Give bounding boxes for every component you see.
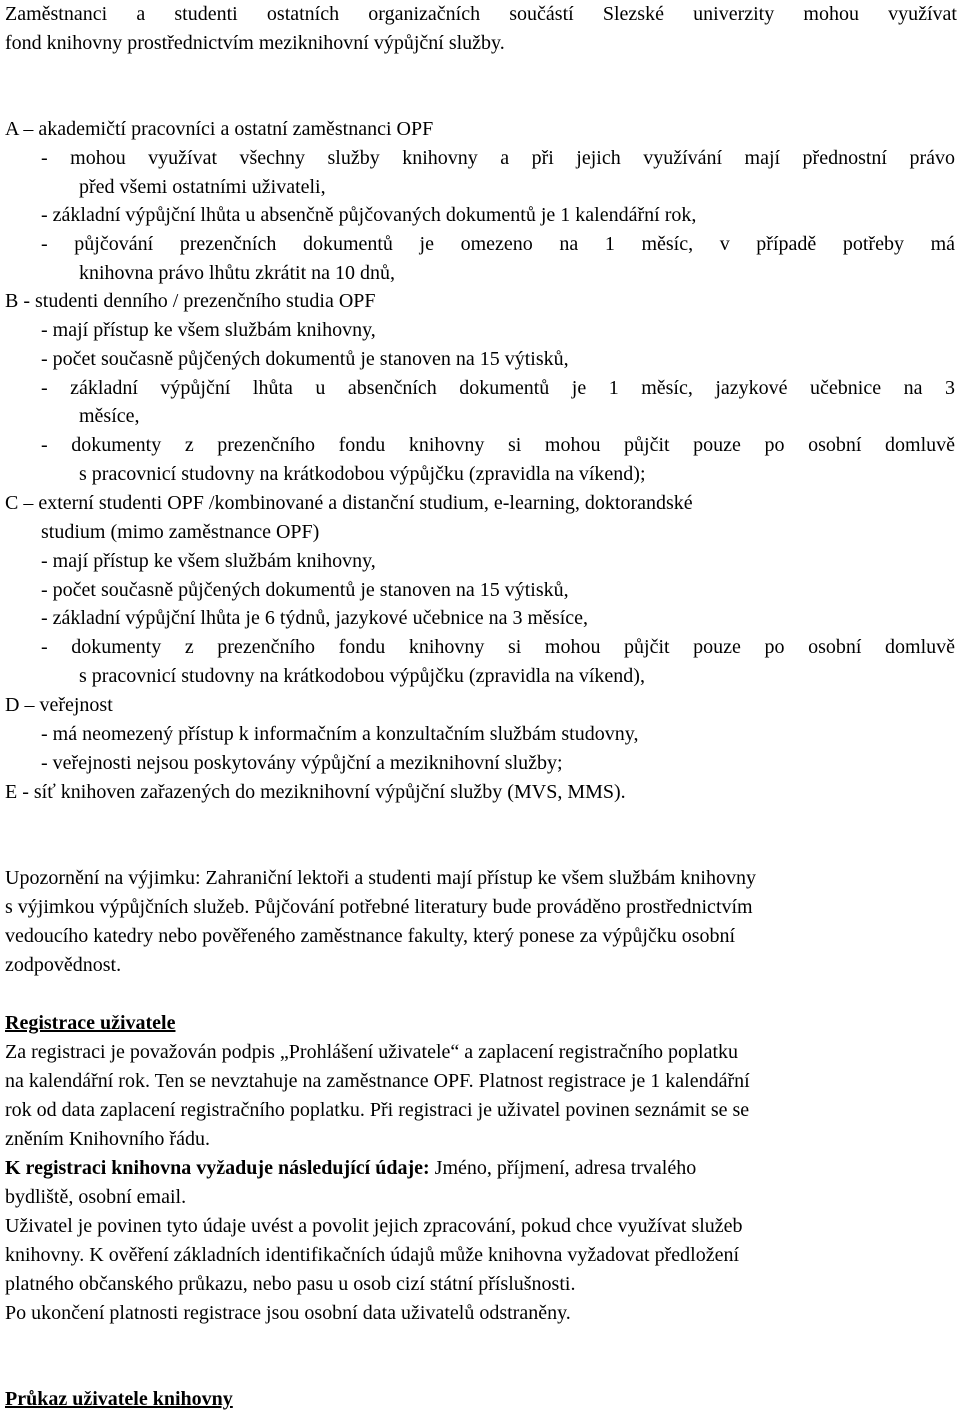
- list-item-continuation: měsíce,: [79, 405, 140, 427]
- registration-paragraph-line: rok od data zaplacení registračního poplatku. Při registraci je uživatel povinen seznámit se se: [5, 1099, 750, 1121]
- section-c-heading-cont: studium (mimo zaměstnance OPF): [41, 521, 320, 543]
- registration-paragraph-line: platného občanského průkazu, nebo pasu u osob cizí státní příslušnosti.: [5, 1273, 576, 1295]
- registration-title: [5, 1009, 175, 1038]
- list-item: - veřejnosti nejsou poskytovány výpůjční a meziknihovní služby;: [41, 752, 563, 774]
- card-title-text: Průkaz uživatele knihovny: [5, 1388, 233, 1410]
- registration-paragraph-line: Po ukončení platnosti registrace jsou osobní data uživatelů odstraněny.: [5, 1302, 571, 1324]
- registration-paragraph-line: na kalendářní rok. Ten se nevztahuje na zaměstnance OPF. Platnost registrace je 1 kalendářní: [5, 1070, 750, 1092]
- registration-title-text: Registrace uživatele: [5, 1012, 176, 1034]
- list-item-continuation: před všemi ostatními uživateli,: [79, 176, 326, 198]
- list-item: - má neomezený přístup k informačním a konzultačním službám studovny,: [41, 723, 639, 745]
- card-title: [5, 1385, 233, 1414]
- section-e-heading: E - síť knihoven zařazených do meziknihovní výpůjční služby (MVS, MMS).: [5, 781, 626, 803]
- list-item: - mohou využívat všechny služby knihovny a při jejich využívání mají přednostní právo: [41, 147, 955, 169]
- intro-line: fond knihovny prostřednictvím meziknihovní výpůjční služby.: [5, 32, 505, 54]
- list-item: - mají přístup ke všem službám knihovny,: [41, 319, 376, 341]
- registration-paragraph-line: Za registraci je považován podpis „Prohlášení uživatele“ a zaplacení registračního poplatku: [5, 1041, 739, 1063]
- registration-required-line: [5, 1154, 696, 1183]
- section-a-heading: A – akademičtí pracovníci a ostatní zaměstnanci OPF: [5, 118, 434, 140]
- list-item: - mají přístup ke všem službám knihovny,: [41, 550, 376, 572]
- section-b-heading: B - studenti denního / prezenčního studia OPF: [5, 290, 376, 312]
- list-item: - základní výpůjční lhůta je 6 týdnů, jazykové učebnice na 3 měsíce,: [41, 607, 589, 629]
- registration-required-line: bydliště, osobní email.: [5, 1186, 187, 1208]
- registration-paragraph-line: zněním Knihovního řádu.: [5, 1128, 210, 1150]
- registration-paragraph-line: knihovny. K ověření základních identifikačních údajů může knihovna vyžadovat předložení: [5, 1244, 740, 1266]
- section-d-heading: D – veřejnost: [5, 694, 113, 716]
- notice-line: vedoucího katedry nebo pověřeného zaměstnance fakulty, který ponese za výpůjčku osobní: [5, 925, 736, 947]
- list-item: - počet současně půjčených dokumentů je stanoven na 15 výtisků,: [41, 579, 569, 601]
- registration-paragraph-line: Uživatel je povinen tyto údaje uvést a povolit jejich zpracování, pokud chce využívat služeb: [5, 1215, 743, 1237]
- list-item: - základní výpůjční lhůta u absenčních dokumentů je 1 měsíc, jazykové učebnice na 3: [41, 377, 955, 399]
- list-item: - dokumenty z prezenčního fondu knihovny si mohou půjčit pouze po osobní domluvě: [41, 434, 955, 456]
- list-item-continuation: knihovna právo lhůtu zkrátit na 10 dnů,: [79, 262, 396, 284]
- list-item-continuation: s pracovnicí studovny na krátkodobou výpůjčku (zpravidla na víkend);: [79, 463, 646, 485]
- notice-line: s výjimkou výpůjčních služeb. Půjčování potřebné literatury bude prováděno prostřednictvím: [5, 896, 753, 918]
- notice-line: zodpovědnost.: [5, 954, 122, 976]
- section-c-heading: C – externí studenti OPF /kombinované a distanční studium, e-learning, doktorandské: [5, 492, 693, 514]
- list-item: - základní výpůjční lhůta u absenčně půjčovaných dokumentů je 1 kalendářní rok,: [41, 204, 697, 226]
- registration-required-label: K registraci knihovna vyžaduje následující údaje:: [5, 1157, 430, 1179]
- list-item: - půjčování prezenčních dokumentů je omezeno na 1 měsíc, v případě potřeby má: [41, 233, 955, 255]
- list-item-continuation: s pracovnicí studovny na krátkodobou výpůjčku (zpravidla na víkend),: [79, 665, 645, 687]
- list-item: - počet současně půjčených dokumentů je stanoven na 15 výtisků,: [41, 348, 569, 370]
- notice-line: Upozornění na výjimku: Zahraniční lektoři a studenti mají přístup ke všem službám knihovny: [5, 867, 756, 889]
- registration-required-text: Jméno, příjmení, adresa trvalého: [429, 1157, 697, 1179]
- list-item: - dokumenty z prezenčního fondu knihovny si mohou půjčit pouze po osobní domluvě: [41, 636, 955, 658]
- intro-line: Zaměstnanci a studenti ostatních organizačních součástí Slezské univerzity mohou využívat: [5, 3, 957, 25]
